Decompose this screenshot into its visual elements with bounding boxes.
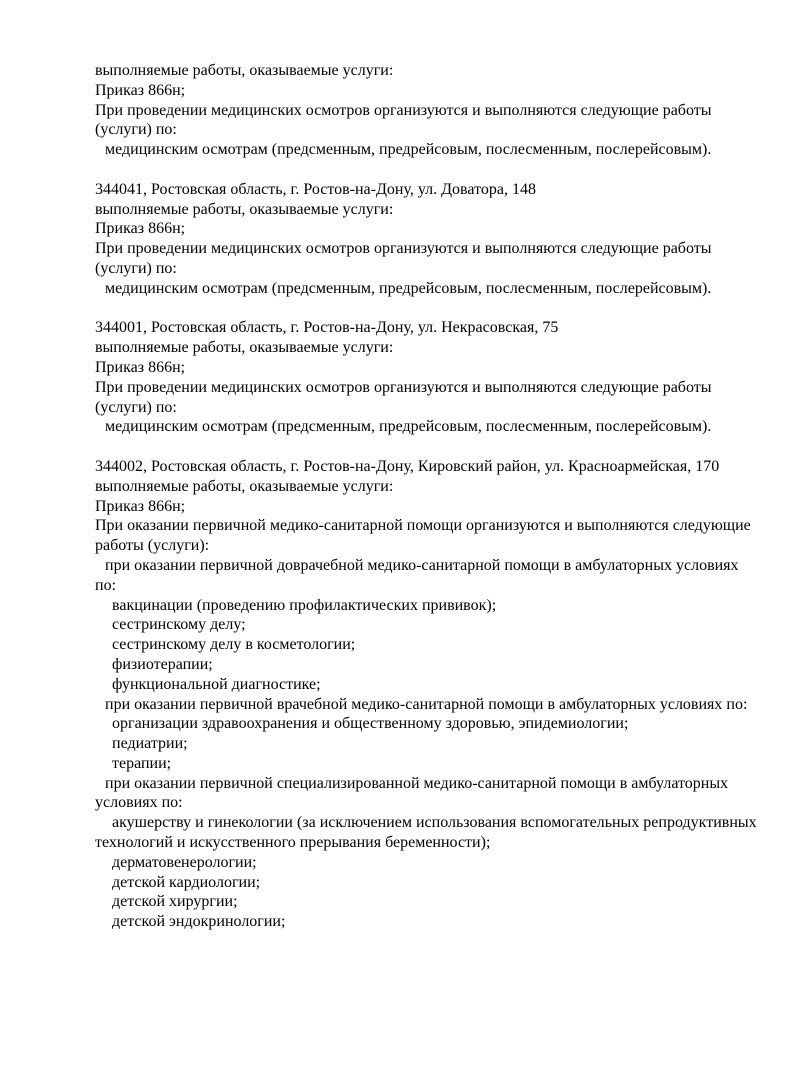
- text-line: 344041, Ростовская область, г. Ростов-на-Дону, ул. Доватора, 148: [95, 180, 536, 198]
- text-line: 344001, Ростовская область, г. Ростов-на-Дону, ул. Некрасовская, 75: [95, 319, 559, 337]
- text-line: Приказ 866н;: [95, 358, 186, 376]
- text-line: 344002, Ростовская область, г. Ростов-на-Дону, Кировский район, ул. Красноармейская, 170: [95, 457, 720, 475]
- paragraph-block: [95, 180, 794, 299]
- text-line: При проведении медицинских осмотров организуются и выполняются следующие работы: [95, 378, 712, 396]
- text-line: При проведении медицинских осмотров организуются и выполняются следующие работы: [95, 240, 712, 258]
- text-line: детской хирургии;: [112, 893, 238, 911]
- text-line: условиях по:: [95, 794, 183, 812]
- text-line: Приказ 866н;: [95, 81, 186, 99]
- text-line: (услуги) по:: [95, 259, 177, 277]
- text-line: Приказ 866н;: [95, 220, 186, 238]
- text-line: выполняемые работы, оказываемые услуги:: [95, 339, 394, 357]
- text-line: выполняемые работы, оказываемые услуги:: [95, 62, 394, 79]
- text-line: технологий и искусственного прерывания беременности);: [95, 834, 491, 852]
- text-line: сестринскому делу в косметологии;: [112, 636, 356, 654]
- text-line: детской кардиологии;: [112, 873, 261, 891]
- text-line: акушерству и гинекологии (за исключением использования вспомогательных репродуктивных: [112, 814, 757, 832]
- text-line: организации здравоохранения и общественному здоровью, эпидемиологии;: [112, 715, 629, 733]
- text-line: работы (услуги):: [95, 537, 210, 555]
- text-line: терапии;: [112, 754, 172, 772]
- text-line: при оказании первичной врачебной медико-санитарной помощи в амбулаторных условиях по:: [105, 695, 748, 713]
- text-line: при оказании первичной доврачебной медико-санитарной помощи в амбулаторных условиях: [105, 556, 739, 574]
- text-line: При проведении медицинских осмотров организуются и выполняются следующие работы: [95, 101, 712, 119]
- document-text: [95, 61, 794, 932]
- text-line: выполняемые работы, оказываемые услуги:: [95, 200, 394, 218]
- paragraph-block: [95, 61, 794, 160]
- text-line: дерматовенерологии;: [112, 853, 257, 871]
- text-line: (услуги) по:: [95, 398, 177, 416]
- text-line: физиотерапии;: [112, 655, 213, 673]
- paragraph-block: [95, 318, 794, 437]
- text-line: при оказании первичной специализированной медико-санитарной помощи в амбулаторных: [105, 774, 729, 792]
- text-line: по:: [95, 576, 117, 594]
- text-line: При оказании первичной медико-санитарной помощи организуются и выполняются следующие: [95, 517, 751, 535]
- text-line: вакцинации (проведению профилактических прививок);: [112, 596, 497, 614]
- text-line: Приказ 866н;: [95, 497, 186, 515]
- text-line: функциональной диагностике;: [112, 675, 321, 693]
- text-line: медицинским осмотрам (предсменным, предрейсовым, послесменным, послерейсовым).: [105, 279, 712, 297]
- text-line: медицинским осмотрам (предсменным, предрейсовым, послесменным, послерейсовым).: [105, 141, 712, 159]
- text-line: педиатрии;: [112, 735, 188, 753]
- text-line: сестринскому делу;: [112, 616, 246, 634]
- text-line: выполняемые работы, оказываемые услуги:: [95, 477, 394, 495]
- paragraph-block: [95, 457, 794, 932]
- text-line: детской эндокринологии;: [112, 913, 286, 931]
- text-line: (услуги) по:: [95, 121, 177, 139]
- text-line: медицинским осмотрам (предсменным, предрейсовым, послесменным, послерейсовым).: [105, 418, 712, 436]
